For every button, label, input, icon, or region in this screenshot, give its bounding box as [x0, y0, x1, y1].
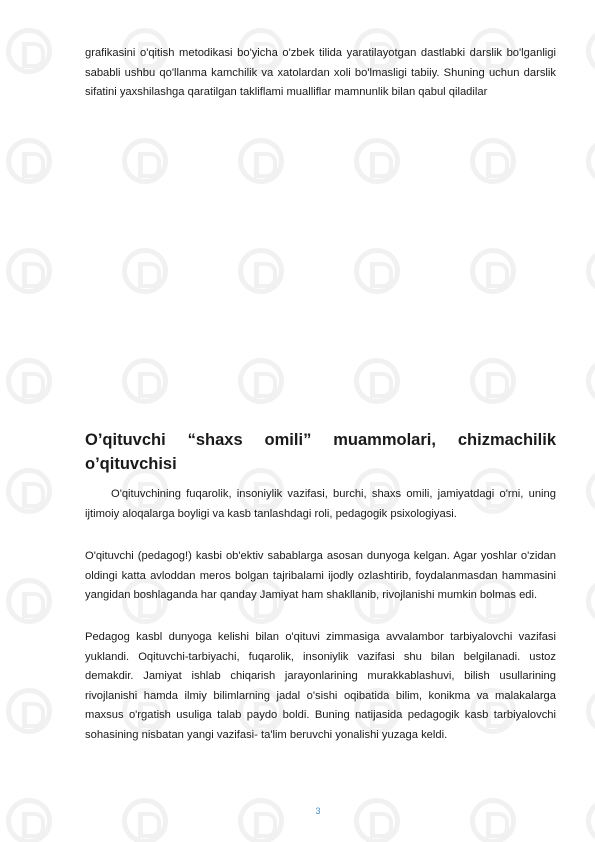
body-paragraph-1: O'qituvchining fuqarolik, insoniylik vazifasi, burchi, shaxs omili, jamiyatdagi o'rni, uning ijtimoiy aloqalarga boyligi va kasb tanlashdagi roli, pedagogik psixologiyasi. [85, 488, 556, 520]
watermark-logo-icon [354, 248, 400, 294]
body-paragraph-3: Pedagog kasbl dunyoga kelishi bilan o'qituvi zimmasiga avvalambor tarbiyalovchi vazifasi yuklandi. Oqituvchi-tarbiyachi, fuqarolik, insoniylik vazifasi shu bilan belgilanadi. ustoz demakdir. Jamiyat ishlab chiqarish jarayonlarining murakkablashuvi, bilish usullarining rivojlanishi hamda ilmiy bilimlarning jadal o'sishi oqibatida bilim, konikma va malakalarga maxsus o'rgatish usuliga talab paydo boldi. Buning natijasida pedagogik kasb tarbiyalovchi sohasining nisbatan yangi vazifasi- ta'lim beruvchi yonalishi yuzaga keldi. [85, 631, 556, 741]
watermark-logo-icon [122, 248, 168, 294]
watermark-logo-icon [6, 468, 52, 514]
watermark-logo-icon [6, 138, 52, 184]
section-heading: O’qituvchi “shaxs omili” muammolari, chizmachilik o’qituvchisi [85, 431, 556, 473]
watermark-logo-icon [586, 248, 595, 294]
watermark-logo-icon [586, 798, 595, 842]
watermark-logo-icon [586, 138, 595, 184]
watermark-logo-icon [6, 688, 52, 734]
page-number: 3 [315, 806, 321, 816]
watermark-logo-icon [354, 358, 400, 404]
watermark-logo-icon [470, 798, 516, 842]
watermark-logo-icon [470, 248, 516, 294]
watermark-logo-icon [6, 28, 52, 74]
watermark-logo-icon [586, 578, 595, 624]
watermark-logo-icon [238, 138, 284, 184]
watermark-logo-icon [586, 358, 595, 404]
body-paragraph-2: O'qituvchi (pedagog!) kasbi ob'ektiv sabablarga asosan dunyoga kelgan. Agar yoshlar o'zidan oldingi katta avloddan meros bolgan tajribalami ijodly ozlashtirib, foydalanmasdan hammasini yangidan boshlaganda har qanday Jamiyat ham shakllanib, rivojlanishi mumkin bolmas edi. [85, 550, 556, 601]
intro-paragraph: grafikasini o'qitish metodikasi bo'yicha o'zbek tilida yaratilayotgan dastlabki darslik bo'lganligi sababli ushbu qo'llanma kamchilik va xatolardan xoli bo'lmasligi tabiiy. Shuning uchun darslik sifatini yaxshilashga qaratilgan takliflami mualliflar mamnunlik bilan qabul qiladilar [85, 47, 556, 98]
watermark-logo-icon [122, 138, 168, 184]
watermark-logo-icon [586, 28, 595, 74]
watermark-logo-icon [6, 578, 52, 624]
watermark-logo-icon [470, 358, 516, 404]
watermark-logo-icon [238, 798, 284, 842]
watermark-logo-icon [122, 358, 168, 404]
watermark-logo-icon [6, 248, 52, 294]
watermark-logo-icon [6, 358, 52, 404]
watermark-logo-icon [354, 138, 400, 184]
watermark-logo-icon [238, 248, 284, 294]
watermark-logo-icon [470, 138, 516, 184]
watermark-logo-icon [586, 468, 595, 514]
watermark-logo-icon [6, 798, 52, 842]
watermark-logo-icon [238, 358, 284, 404]
watermark-logo-icon [586, 688, 595, 734]
watermark-logo-icon [122, 798, 168, 842]
watermark-logo-icon [354, 798, 400, 842]
